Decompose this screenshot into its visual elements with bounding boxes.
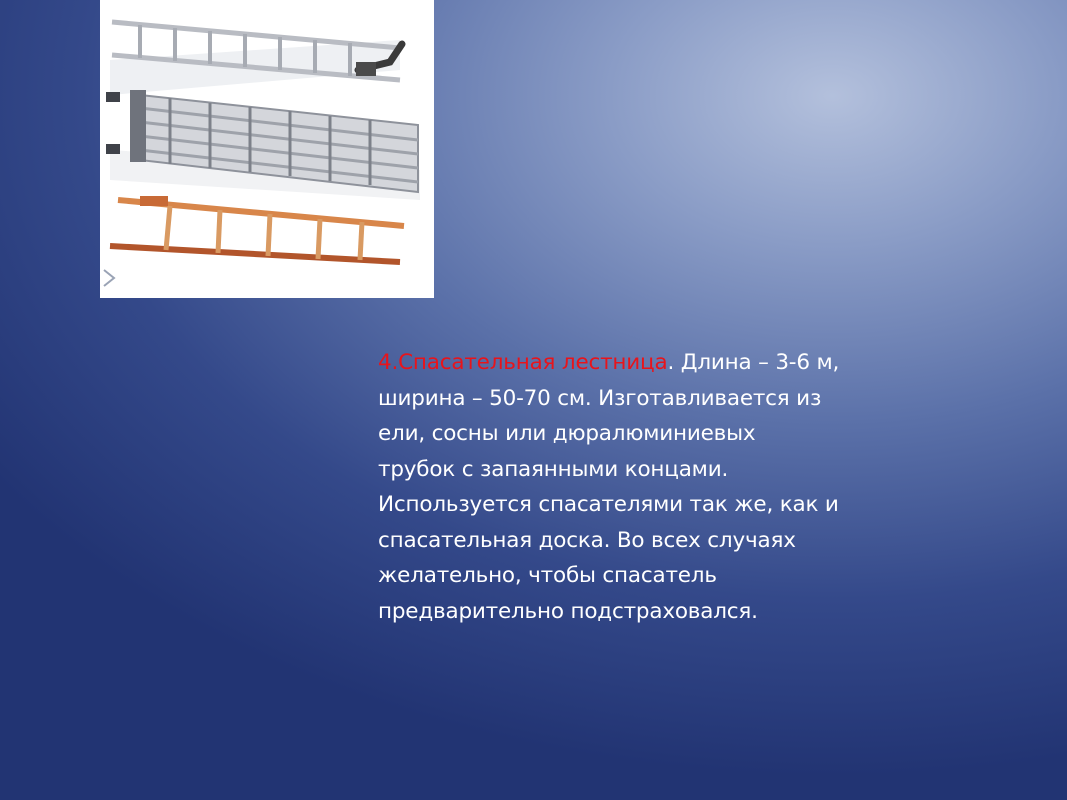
- ladders-illustration: [100, 0, 434, 298]
- slide-text-line-1: . Длина – 3-6 м,: [667, 350, 840, 375]
- slide-text-line-7: желательно, чтобы спасатель: [378, 563, 717, 588]
- slide-text-line-3: ели, сосны или дюралюминиевых: [378, 421, 756, 446]
- slide-text-line-6: спасательная доска. Во всех случаях: [378, 527, 796, 553]
- slide-heading: 4.Спасательная лестница: [378, 350, 668, 375]
- ladders-photo: [100, 0, 434, 298]
- slide-text-line-2: ширина – 50-70 см. Изготавливается из: [378, 385, 822, 411]
- slide-text-line-8: предварительно подстраховался.: [378, 598, 758, 624]
- slide-text-line-5: Используется спасателями так же, как и: [378, 492, 839, 517]
- slide-text-line-4: трубок с запаянными концами.: [378, 456, 729, 482]
- slide-text: [378, 345, 908, 629]
